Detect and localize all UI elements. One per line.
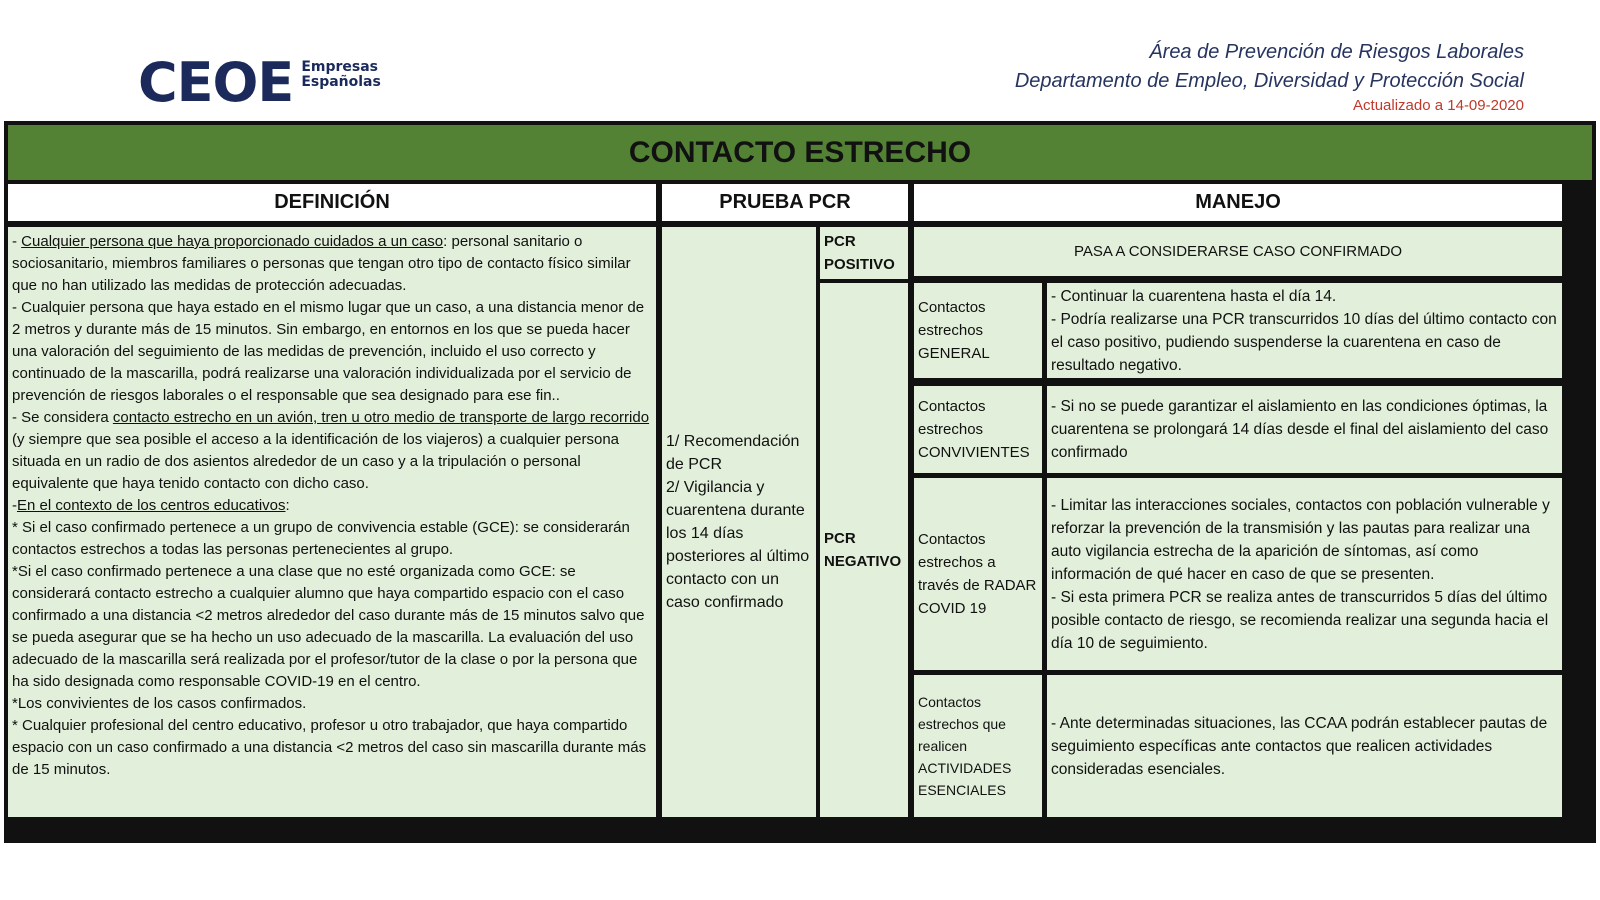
- definicion-p4-text: :: [285, 497, 290, 514]
- column-header-prueba-pcr: PRUEBA PCR: [662, 184, 908, 221]
- manejo-row-convivientes-text: - Si no se puede garantizar el aislamiento en las condiciones óptimas, la cuarentena se prolongará 14 días desde el final del aislamiento del caso confirmado: [1047, 386, 1562, 473]
- definicion-paragraph-1: [12, 231, 652, 297]
- pcr-positivo-label: PCR POSITIVO: [820, 227, 908, 279]
- definicion-p1-prefix: -: [12, 233, 22, 250]
- column-header-manejo: MANEJO: [914, 184, 1562, 221]
- definicion-paragraph-2: - Cualquier persona que haya estado en el mismo lugar que un caso, a una distancia menor de 2 metros y durante más de 15 minutos. Sin embargo, en entornos en los que se pueda hacer una valoración del seguimiento de las medidas de prevención, incluido el uso correcto y continuado de la mascarilla, podrá realizarse una valoración individualizada por el servicio de prevención de riesgos laborales o el responsable que sea designado para ese fin..: [12, 299, 645, 404]
- logo-subtitle-line-1: Empresas: [301, 59, 378, 75]
- definicion-p3-underlined: contacto estrecho en un avión, tren u otro medio de transporte de largo recorrido: [112, 409, 650, 426]
- definicion-paragraph-6: *Si el caso confirmado pertenece a una clase que no esté organizada como GCE: se considerará contacto estrecho a cualquier alumno que haya compartido espacio con el caso confirmado a una distancia <2 metros alrededor del caso durante más de 15 minutos salvo que se pueda asegurar que se ha hecho un uso adecuado de la mascarilla. La evaluación del uso adecuado de la mascarilla será realizada por el profesor/tutor de la clase o por la persona que ha sido designada como responsable COVID-19 en el centro.: [12, 563, 645, 690]
- header-area: Área de Prevención de Riesgos Laborales: [1149, 41, 1524, 63]
- manejo-row-general-text: - Continuar la cuarentena hasta el día 14. - Podría realizarse una PCR transcurridos 10 días del último contacto con el caso positivo, pudiendo suspenderse la cuarentena en caso de resultado negativo.: [1047, 283, 1562, 378]
- logo-subtitle-line-2: Españolas: [301, 74, 381, 90]
- manejo-row-radar-label: Contactos estrechos a través de RADAR COVID 19: [914, 478, 1042, 670]
- column-header-definicion: DEFINICIÓN: [8, 184, 656, 221]
- definicion-p3-prefix: - Se considera: [12, 409, 113, 426]
- table-title: CONTACTO ESTRECHO: [628, 135, 972, 169]
- logo-wordmark: CEOE: [138, 51, 294, 114]
- definicion-p3-text: (y siempre que sea posible el acceso a la identificación de los viajeros) a cualquier persona situada en un radio de dos asientos alrededor de un caso y a la tripulación o personal equivalente que haya tenido contacto con dicho caso.: [12, 431, 620, 492]
- header-info: [1015, 38, 1524, 116]
- manejo-row-esenciales-label: Contactos estrechos que realicen ACTIVIDADES ESENCIALES: [914, 675, 1042, 817]
- prueba-pcr-text: 1/ Recomendación de PCR 2/ Vigilancia y cuarentena durante los 14 días posteriores al último contacto con un caso confirmado: [666, 433, 810, 611]
- definicion-p1-text: : personal sanitario o sociosanitario, miembros familiares o personas que tengan otro tipo de contacto físico similar que no han utilizado las medidas de protección adecuadas.: [12, 233, 631, 294]
- definicion-p1-underlined: Cualquier persona que haya proporcionado cuidados a un caso: [21, 233, 444, 250]
- manejo-row-convivientes-label: Contactos estrechos CONVIVIENTES: [914, 386, 1042, 473]
- definicion-p4-prefix: -: [12, 497, 17, 514]
- header-department: Departamento de Empleo, Diversidad y Protección Social: [1014, 70, 1524, 92]
- pcr-negativo-label: PCR NEGATIVO: [820, 283, 908, 817]
- contact-table: [4, 121, 1596, 843]
- manejo-positivo-cell: PASA A CONSIDERARSE CASO CONFIRMADO: [914, 227, 1562, 276]
- prueba-pcr-cell: [662, 227, 816, 817]
- definicion-paragraph-4: [12, 495, 652, 517]
- table-title-bar: [8, 125, 1592, 180]
- definicion-paragraph-8: * Cualquier profesional del centro educativo, profesor u otro trabajador, que haya compartido espacio con un caso confirmado a una distancia <2 metros del caso sin mascarilla durante más de 15 minutos.: [12, 717, 647, 778]
- ceoe-logo: [138, 51, 381, 114]
- definicion-paragraph-3: [12, 407, 652, 495]
- definicion-p4-underlined: En el contexto de los centros educativos: [17, 497, 286, 514]
- updated-date: Actualizado a 14-09-2020: [1353, 97, 1524, 114]
- manejo-row-general-label: Contactos estrechos GENERAL: [914, 283, 1042, 378]
- logo-subtitle: [301, 60, 381, 90]
- manejo-row-esenciales-text: - Ante determinadas situaciones, las CCAA podrán establecer pautas de seguimiento específicas ante contactos que realicen actividades consideradas esenciales.: [1047, 675, 1562, 817]
- definicion-paragraph-7: *Los convivientes de los casos confirmados.: [12, 695, 307, 712]
- manejo-row-radar-text: - Limitar las interacciones sociales, contactos con población vulnerable y reforzar la prevención de la transmisión y las pautas para realizar una auto vigilancia estrecha de la aparición de síntomas, así como información de qué hacer en caso de que se presenten. - Si esta primera PCR se realiza antes de transcurridos 5 días del último posible contacto de riesgo, se recomienda realizar una segunda hacia el día 10 de seguimiento.: [1047, 478, 1562, 670]
- definicion-cell: [8, 227, 656, 817]
- definicion-paragraph-5: * Si el caso confirmado pertenece a un grupo de convivencia estable (GCE): se considerarán contactos estrechos a todas las personas pertenecientes al grupo.: [12, 519, 630, 558]
